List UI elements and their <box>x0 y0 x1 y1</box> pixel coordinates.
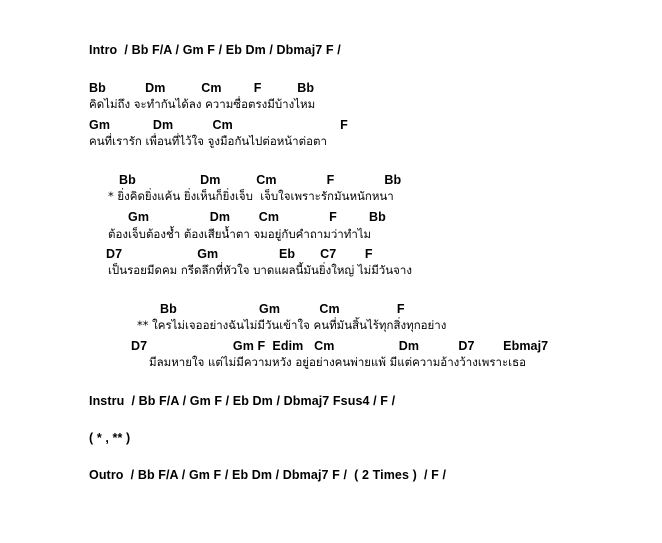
chorus-lyrics-1: ** ใครไม่เจออย่างฉันไม่มีวันเข้าใจ คนที่มันสิ้นไร้ทุกสิ่งทุกอย่าง <box>137 318 447 332</box>
instru-line: Instru / Bb F/A / Gm F / Eb Dm / Dbmaj7 Fsus4 / F / <box>89 394 396 408</box>
prechorus-chords-2: Gm Dm Cm F Bb <box>128 210 386 224</box>
chorus-lyrics-2: มีลมหายใจ แต่ไม่มีความหวัง อยู่อย่างคนพ่ายแพ้ มีแต่ความอ้างว้างเพราะเธอ <box>149 355 526 369</box>
prechorus-lyrics-1: * ยิ่งคิดยิ่งแค้น ยิ่งเห็นก็ยิ่งเจ็บ เจ็บใจเพราะรักมันหนักหนา <box>108 189 394 203</box>
prechorus-lyrics-2: ต้องเจ็บต้องช้ำ ต้องเสียน้ำตา จมอยู่กับคำถามว่าทำไม <box>108 227 372 241</box>
verse-lyrics-1: คิดไม่ถึง จะทำกันได้ลง ความซื่อตรงมีบ้างไหม <box>89 97 316 111</box>
repeat-line: ( * , ** ) <box>89 431 131 445</box>
prechorus-lyrics-3: เป็นรอยมีดคม กรีดลึกที่หัวใจ บาดแผลนี้มันยิ่งใหญ่ ไม่มีวันจาง <box>108 263 412 277</box>
verse-chords-2: Gm Dm Cm F <box>89 118 348 132</box>
outro-line: Outro / Bb F/A / Gm F / Eb Dm / Dbmaj7 F / ( 2 Times ) / F / <box>89 468 447 482</box>
intro-line: Intro / Bb F/A / Gm F / Eb Dm / Dbmaj7 F / <box>89 43 341 57</box>
prechorus-chords-1: Bb Dm Cm F Bb <box>119 173 402 187</box>
chorus-chords-2: D7 Gm F Edim Cm Dm D7 Ebmaj7 <box>131 339 549 353</box>
prechorus-chords-3: D7 Gm Eb C7 F <box>106 247 373 261</box>
chorus-chords-1: Bb Gm Cm F <box>160 302 405 316</box>
verse-chords-1: Bb Dm Cm F Bb <box>89 81 315 95</box>
verse-lyrics-2: คนที่เรารัก เพื่อนที่ไว้ใจ จูงมือกันไปต่อหน้าต่อตา <box>89 134 327 148</box>
